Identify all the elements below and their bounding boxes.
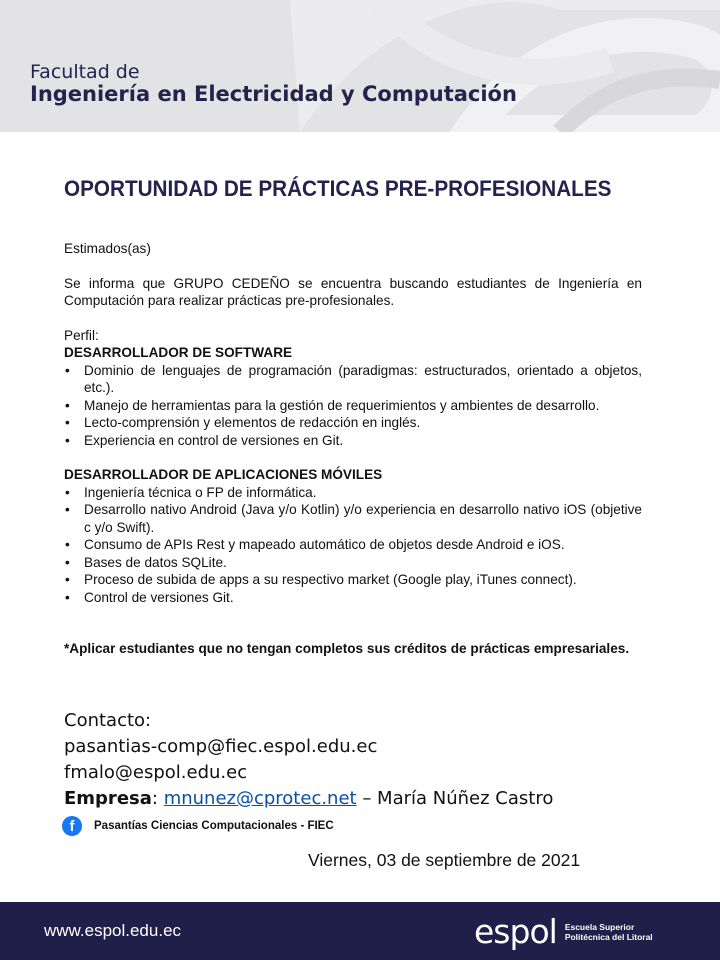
facebook-icon[interactable]: f <box>62 816 82 836</box>
software-heading: DESARROLLADOR DE SOFTWARE <box>64 345 293 360</box>
list-item: • Experiencia en control de versiones en Git. <box>64 432 642 450</box>
logo-subtitle <box>565 922 653 942</box>
list-item: • Control de versiones Git. <box>64 589 642 607</box>
facebook-page-link[interactable] <box>62 816 334 836</box>
list-item: • Lecto-comprensión y elementos de redacción en inglés. <box>64 414 642 432</box>
footer-bar <box>0 902 720 960</box>
list-item: • Manejo de herramientas para la gestión de requerimientos y ambientes de desarrollo. <box>64 397 642 415</box>
page-title: OPORTUNIDAD DE PRÁCTICAS PRE-PROFESIONALES <box>64 176 612 201</box>
contact-email-1[interactable]: pasantias-comp@fiec.espol.edu.ec <box>64 736 378 757</box>
mobile-heading: DESARROLLADOR DE APLICACIONES MÓVILES <box>64 467 383 482</box>
announcement-body <box>64 240 642 658</box>
faculty-name <box>30 62 517 106</box>
contact-email-2[interactable]: fmalo@espol.edu.ec <box>64 762 248 783</box>
list-item: • Desarrollo nativo Android (Java y/o Kotlin) y/o experiencia en desarrollo nativo iOS (objetive c y/o Swift). <box>64 501 642 536</box>
company-separator: : <box>151 788 164 809</box>
greeting: Estimados(as) <box>64 241 151 256</box>
application-note: *Aplicar estudiantes que no tengan completos sus créditos de prácticas empresariales. <box>64 641 630 656</box>
company-contact <box>64 786 553 812</box>
contact-section <box>64 708 553 812</box>
header-banner <box>0 0 720 132</box>
intro-paragraph: Se informa que GRUPO CEDEÑO se encuentra buscando estudiantes de Ingeniería en Computación para realizar prácticas pre-profesionales. <box>64 275 642 308</box>
list-item: • Bases de datos SQLite. <box>64 554 642 572</box>
company-email-link[interactable]: mnunez@cprotec.net <box>163 788 357 809</box>
facebook-page-name[interactable]: Pasantías Ciencias Computacionales - FIEC <box>94 820 334 832</box>
mobile-requirements-list <box>64 484 642 607</box>
profile-label: Perfil: <box>64 327 99 343</box>
logo-subtitle-line1: Escuela Superior <box>564 922 635 932</box>
list-item: • Proceso de subida de apps a su respectivo market (Google play, iTunes connect). <box>64 571 642 589</box>
list-item: • Ingeniería técnica o FP de informática. <box>64 484 642 502</box>
announcement-date: Viernes, 03 de septiembre de 2021 <box>308 850 581 870</box>
company-person: – María Núñez Castro <box>356 788 554 809</box>
list-item: • Consumo de APIs Rest y mapeado automático de objetos desde Android e iOS. <box>64 536 642 554</box>
logo-wordmark: espol <box>474 912 557 951</box>
contact-label: Contacto: <box>64 710 152 731</box>
logo-subtitle-line2: Politécnica del Litoral <box>564 932 653 942</box>
list-item: • Dominio de lenguajes de programación (paradigmas: estructurados, orientado a objetos, etc.). <box>64 362 642 397</box>
website-link[interactable]: www.espol.edu.ec <box>44 921 182 940</box>
espol-logo <box>474 912 653 952</box>
software-requirements-list <box>64 362 642 450</box>
faculty-line1: Facultad de <box>30 61 140 83</box>
company-label: Empresa <box>64 788 152 809</box>
faculty-line2: Ingeniería en Electricidad y Computación <box>30 81 517 106</box>
